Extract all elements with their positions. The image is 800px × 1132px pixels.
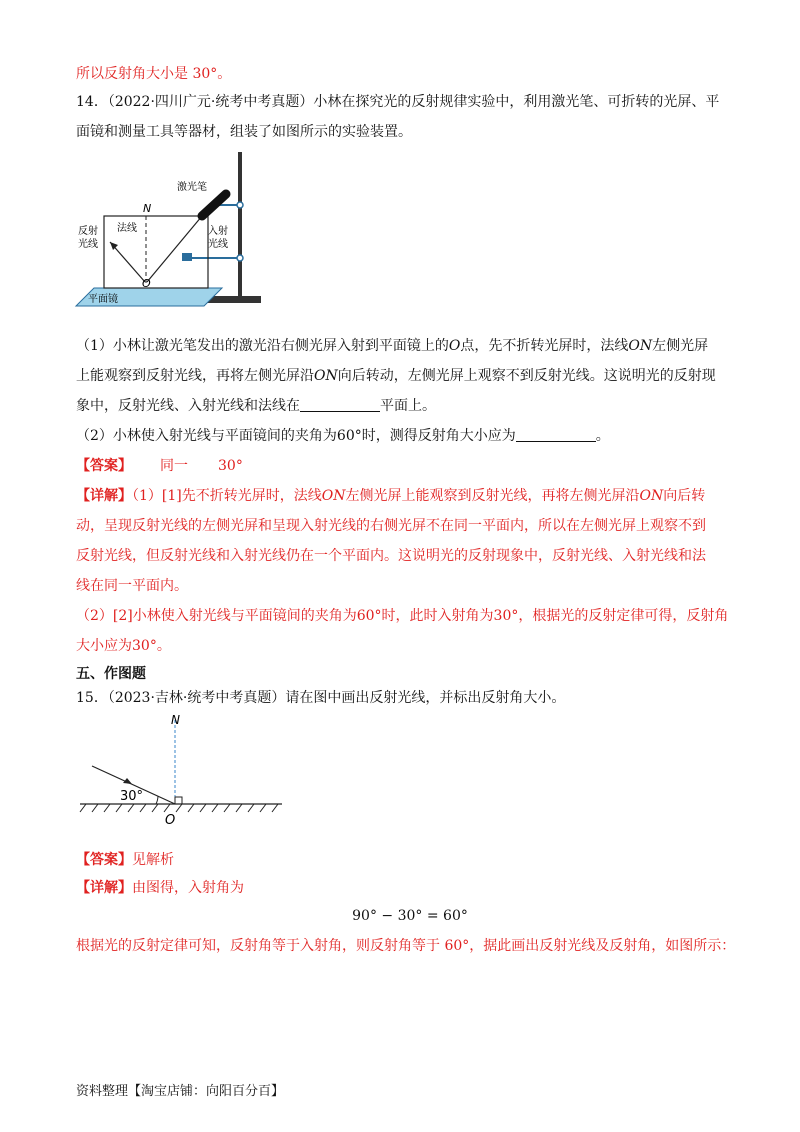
q15-detail-tag: 【详解】 <box>76 880 132 896</box>
q14-blank-1[interactable] <box>300 397 380 412</box>
q14-stem-line1 <box>76 92 719 112</box>
q14-number: 14． <box>76 94 108 110</box>
q14-answer-tag: 【答案】 <box>76 458 132 474</box>
q14-detail-line1 <box>76 486 705 506</box>
fig14-label-mirror: 平面镜 <box>88 294 118 305</box>
q15-detail-line2: 根据光的反射定律可知，反射角等于入射角，则反射角等于 60°，据此画出反射光线及反射角，如图所示： <box>76 938 736 954</box>
q14-part1-ON-2: ON <box>314 368 338 384</box>
q14-detail-text-a: （1）[1]先不折转光屏时，法线 <box>132 488 322 504</box>
q15-label-O: O <box>165 813 176 828</box>
clamp-lower-knob <box>237 255 243 261</box>
q14-detail-ON-2: ON <box>639 488 664 504</box>
q15-detail-line1 <box>76 878 244 898</box>
fig14-label-incident-1: 入射 <box>208 226 228 237</box>
q14-experiment-figure <box>74 150 274 310</box>
q14-detail-text-c: 向后转 <box>663 488 706 504</box>
fig14-label-incident-2: 光线 <box>208 239 228 250</box>
q14-stem-1: 小林在探究光的反射规律实验中，利用激光笔、可折转的光屏、平 <box>313 94 720 110</box>
q14-answer-1: 同一 <box>160 458 188 474</box>
q14-detail-line2: 动，呈现反射光线的左侧光屏和呈现入射光线的右侧光屏不在同一平面内，所以在左侧光屏上观察不到 <box>76 518 706 534</box>
q15-source: （2023·吉林·统考中考真题） <box>107 690 286 706</box>
q14-answer <box>76 456 243 476</box>
q15-answer-tag: 【答案】 <box>76 852 132 868</box>
q14-part1-line3 <box>76 396 436 416</box>
q14-detail-line6: 大小应为30°。 <box>76 638 171 654</box>
q15-mirror-hatching <box>80 804 278 812</box>
q15-label-angle: 30° <box>120 789 144 804</box>
stand-pole <box>238 152 242 300</box>
q15-equation: 90° − 30° = 60° <box>352 908 468 924</box>
q15-stem <box>76 688 565 708</box>
q15-label-N: N <box>171 713 180 727</box>
fig14-label-reflect-2: 光线 <box>78 239 98 250</box>
q14-stem-line2: 面镜和测量工具等器材，组装了如图所示的实验装置。 <box>76 124 412 140</box>
q15-detail-text: 由图得，入射角为 <box>132 880 244 896</box>
q14-part1-text-b: 点，先不折转光屏时，法线 <box>460 338 629 354</box>
q14-part1-text-a: （1）小林让激光笔发出的激光沿右侧光屏入射到平面镜上的 <box>76 338 449 354</box>
q15-right-angle <box>175 797 182 804</box>
fig14-label-normal: 法线 <box>117 223 137 234</box>
q14-detail-ON-1: ON <box>321 488 346 504</box>
q14-detail-line5: （2）[2]小林使入射光线与平面镜间的夹角为60°时，此时入射角为30°，根据光的反射定律可得，反射角 <box>76 608 729 624</box>
q14-detail-line3: 反射光线，但反射光线和入射光线仍在一个平面内。这说明光的反射现象中，反射光线、入射光线和法 <box>76 548 706 564</box>
q15-answer <box>76 850 174 870</box>
q14-detail-line4: 线在同一平面内。 <box>76 578 188 594</box>
q15-figure <box>72 708 292 834</box>
fig14-label-N: N <box>143 202 152 215</box>
q14-part1-ON: ON <box>628 338 653 354</box>
q14-blank-2[interactable] <box>516 427 596 442</box>
q15-stem-text: 请在图中画出反射光线，并标出反射角大小。 <box>285 690 566 706</box>
fig14-label-O: O <box>142 277 151 290</box>
q14-source: （2022·四川广元·统考中考真题） <box>107 94 314 110</box>
reflected-arrow <box>110 242 118 250</box>
q15-number: 15． <box>76 690 108 706</box>
incident-ray <box>147 216 202 282</box>
q15-angle-arc <box>156 796 158 804</box>
fig14-label-laser: 激光笔 <box>177 182 207 193</box>
section-heading: 五、作图题 <box>76 666 146 682</box>
q14-part1-text-e: 向后转动，左侧光屏上观察不到反射光线。这说明光的反射现 <box>337 368 716 384</box>
q14-part1-text-d: 上能观察到反射光线，再将左侧光屏沿 <box>76 368 314 384</box>
q14-part1-line2 <box>76 366 716 386</box>
screen-holder <box>182 253 192 261</box>
reflected-ray <box>110 242 145 282</box>
q14-part1-text-c: 左侧光屏 <box>652 338 709 354</box>
q14-part2 <box>76 426 610 446</box>
q15-answer-text: 见解析 <box>132 852 174 868</box>
q14-part1-text-g: 平面上。 <box>380 398 436 414</box>
q14-part2-text-a: （2）小林使入射光线与平面镜间的夹角为60°时，测得反射角大小应为 <box>76 428 516 444</box>
q14-part1-text-f: 象中，反射光线、入射光线和法线在 <box>76 398 300 414</box>
fig14-label-reflect-1: 反射 <box>78 226 98 237</box>
q14-answer-2: 30° <box>218 458 243 474</box>
q14-part2-text-b: 。 <box>595 428 610 444</box>
q14-detail-tag: 【详解】 <box>76 488 132 504</box>
q14-part1-line1 <box>76 336 708 356</box>
page-footer: 资料整理【淘宝店铺：向阳百分百】 <box>76 1084 285 1099</box>
clamp-upper-knob <box>237 202 243 208</box>
q14-detail-text-b: 左侧光屏上能观察到反射光线，再将左侧光屏沿 <box>345 488 640 504</box>
prev-answer: 所以反射角大小是 30°。 <box>76 66 232 82</box>
q14-part1-point-O: O <box>448 338 461 354</box>
